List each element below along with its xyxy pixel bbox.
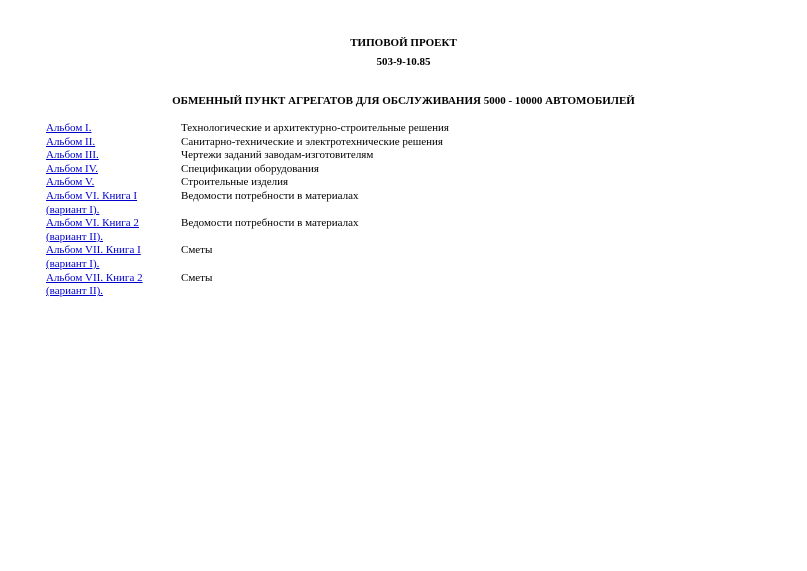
album-link-cell xyxy=(46,190,181,217)
document-title: ТИПОВОЙ ПРОЕКТ xyxy=(350,37,457,49)
album-row xyxy=(46,149,766,163)
album-link-cell xyxy=(46,217,181,244)
album-link-cell xyxy=(46,163,181,177)
album-link-7[interactable] xyxy=(46,217,181,244)
album-link-line2: (вариант II). xyxy=(46,230,104,243)
album-link-2[interactable]: Альбом II. xyxy=(46,135,96,148)
album-description: Строительные изделия xyxy=(181,176,289,189)
album-link-4[interactable]: Альбом IV. xyxy=(46,162,98,175)
album-link-cell xyxy=(46,136,181,150)
album-description: Технологические и архитектурно-строительные решения xyxy=(181,122,449,134)
album-link-5[interactable]: Альбом V. xyxy=(46,176,95,189)
album-link-cell xyxy=(46,272,181,299)
album-description: Сметы xyxy=(181,244,213,257)
album-row xyxy=(46,217,766,244)
album-link-line1: Альбом VI. Книга 2 xyxy=(46,217,139,230)
album-link-cell xyxy=(46,176,181,190)
album-link-line2: (вариант II). xyxy=(46,285,104,298)
album-link-line2: (вариант I). xyxy=(46,203,100,216)
album-link-cell xyxy=(46,149,181,163)
album-row xyxy=(46,176,766,190)
album-link-line1: Альбом VII. Книга I xyxy=(46,244,141,257)
album-link-line1: Альбом VII. Книга 2 xyxy=(46,271,143,284)
album-link-line1: Альбом VI. Книга I xyxy=(46,189,138,202)
album-row xyxy=(46,190,766,217)
album-link-9[interactable] xyxy=(46,272,181,299)
album-link-1[interactable]: Альбом I. xyxy=(46,122,92,134)
album-link-8[interactable] xyxy=(46,244,181,271)
album-row xyxy=(46,244,766,271)
album-row xyxy=(46,122,766,136)
album-description: Чертежи заданий заводам-изготовителям xyxy=(181,149,374,162)
album-description: Сметы xyxy=(181,271,213,284)
album-description: Спецификации оборудования xyxy=(181,162,319,175)
album-link-3[interactable]: Альбом III. xyxy=(46,149,99,162)
project-code: 503-9-10.85 xyxy=(376,56,431,68)
album-description: Санитарно-технические и электротехнические решения xyxy=(181,135,443,148)
album-row xyxy=(46,163,766,177)
album-link-line2: (вариант I). xyxy=(46,257,100,270)
album-description: Ведомости потребности в материалах xyxy=(181,189,359,202)
album-link-cell xyxy=(46,244,181,271)
album-row xyxy=(46,136,766,150)
album-row xyxy=(46,272,766,299)
albums-table xyxy=(46,122,766,299)
album-link-cell xyxy=(46,122,181,136)
album-link-6[interactable] xyxy=(46,190,181,217)
album-description: Ведомости потребности в материалах xyxy=(181,217,359,230)
project-subtitle: ОБМЕННЫЙ ПУНКТ АГРЕГАТОВ ДЛЯ ОБСЛУЖИВАНИЯ 5000 - 10000 АВТОМОБИЛЕЙ xyxy=(172,95,635,107)
